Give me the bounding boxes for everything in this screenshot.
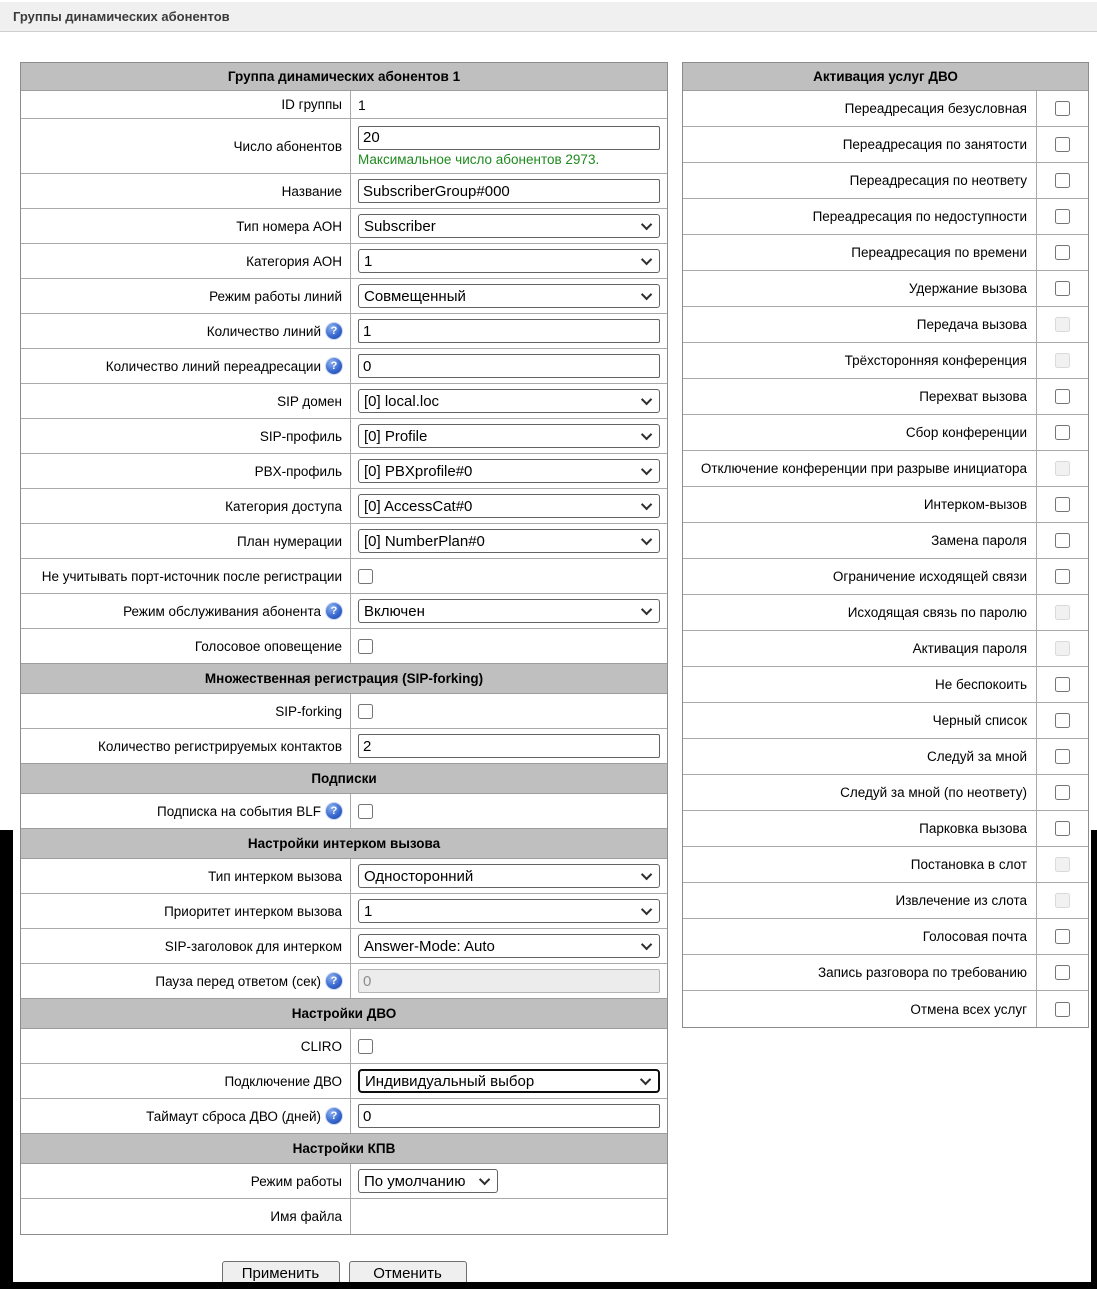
help-icon[interactable]: ?	[326, 358, 342, 374]
row-label-cell	[21, 1199, 351, 1234]
form-row	[21, 244, 667, 279]
vas-label: Отмена всех услуг	[910, 1001, 1027, 1017]
form-row	[21, 209, 667, 244]
row-value-cell	[351, 384, 667, 418]
vas-label: Трёхсторонняя конференция	[844, 353, 1027, 368]
apply-button[interactable]: Применить	[222, 1261, 340, 1286]
vas-checkbox-cell	[1036, 883, 1088, 918]
vas-row	[683, 235, 1088, 271]
vas-checkbox-cell	[1036, 667, 1088, 702]
vas-checkbox-cell	[1036, 595, 1088, 630]
row-label-cell	[21, 1064, 351, 1098]
row-label-cell	[21, 314, 351, 348]
row-value-cell	[351, 209, 667, 243]
vas-checkbox-cell	[1036, 163, 1088, 198]
row-value-cell	[351, 454, 667, 488]
row-label-cell	[21, 174, 351, 208]
chevron-down-icon	[641, 429, 652, 440]
vas-row	[683, 811, 1088, 847]
vas-checkbox-cell	[1036, 199, 1088, 234]
subscriber-group-panel	[20, 62, 668, 1235]
row-label: SIP домен	[277, 393, 342, 409]
vas-row	[683, 847, 1088, 883]
row-label-cell	[21, 384, 351, 418]
vas-label: Интерком-вызов	[923, 497, 1027, 512]
vas-activation-panel-title: Активация услуг ДВО	[683, 63, 1088, 91]
row-value-cell	[351, 964, 667, 998]
checkbox-перехват-вызова[interactable]	[1055, 389, 1070, 404]
row-label-cell	[21, 594, 351, 628]
vas-label: Не беспокоить	[935, 677, 1027, 692]
checkbox-постановка-в-слот	[1055, 857, 1070, 872]
row-label: Категория АОН	[246, 253, 342, 269]
cancel-button[interactable]: Отменить	[349, 1261, 467, 1286]
row-value-cell	[351, 794, 667, 828]
form-row	[21, 279, 667, 314]
checkbox-следуй-за-мной[interactable]	[1055, 749, 1070, 764]
vas-row	[683, 487, 1088, 523]
form-row	[21, 1064, 667, 1099]
row-label: Приоритет интерком вызова	[164, 903, 342, 919]
select-категория-доступа[interactable]	[358, 494, 660, 518]
vas-checkbox-cell	[1036, 415, 1088, 450]
row-label: Количество линий	[206, 323, 321, 339]
checkbox-удержание-вызова[interactable]	[1055, 281, 1070, 296]
row-value-cell	[351, 1164, 667, 1198]
checkbox-черный-список[interactable]	[1055, 713, 1070, 728]
vas-row	[683, 631, 1088, 667]
row-label-cell	[21, 119, 351, 173]
row-label: Тип номера АОН	[236, 218, 342, 234]
select-sip-профиль[interactable]	[358, 424, 660, 448]
select-value: [0] NumberPlan#0	[364, 532, 485, 550]
vas-row	[683, 775, 1088, 811]
row-label-cell	[21, 629, 351, 663]
vas-label: Исходящая связь по паролю	[847, 605, 1027, 620]
row-label: Категория доступа	[225, 498, 342, 514]
vas-checkbox-cell	[1036, 271, 1088, 306]
row-label-cell	[21, 1164, 351, 1198]
form-row	[21, 349, 667, 384]
vas-checkbox-cell	[1036, 523, 1088, 558]
checkbox-отключение-конференции-при-разрыве-иници	[1055, 461, 1070, 476]
row-label-cell	[21, 91, 351, 118]
form-row	[21, 419, 667, 454]
row-value-cell	[351, 694, 667, 728]
row-value-cell	[351, 629, 667, 663]
vas-label: Переадресация по неответу	[849, 173, 1027, 188]
vas-row	[683, 343, 1088, 379]
form-row	[21, 1199, 667, 1234]
form-row	[21, 594, 667, 629]
row-label: Режим работы	[250, 1173, 342, 1189]
checkbox-передача-вызова	[1055, 317, 1070, 332]
vas-row	[683, 451, 1088, 487]
chevron-down-icon	[641, 499, 652, 510]
input-число-абонентов[interactable]	[358, 126, 660, 150]
form-row	[21, 964, 667, 999]
row-label-cell	[21, 894, 351, 928]
checkbox-переадресация-по-времени[interactable]	[1055, 245, 1070, 260]
vas-checkbox-cell	[1036, 343, 1088, 378]
input-пауза-перед-ответом-сек	[358, 969, 660, 993]
vas-checkbox-cell	[1036, 307, 1088, 342]
vas-label: Активация пароля	[912, 641, 1027, 656]
vas-row	[683, 559, 1088, 595]
vas-row	[683, 163, 1088, 199]
vas-label: Постановка в слот	[910, 857, 1027, 872]
row-label: SIP-заголовок для интерком	[164, 938, 342, 954]
row-label: CLIRO	[300, 1038, 342, 1054]
row-value-cell	[351, 559, 667, 593]
row-label-cell	[21, 729, 351, 763]
select-режим-работы[interactable]	[358, 1169, 498, 1193]
row-value-cell	[351, 349, 667, 383]
vas-label: Парковка вызова	[919, 821, 1027, 836]
chevron-down-icon	[641, 394, 652, 405]
field-hint: Максимальное число абонентов 2973.	[358, 151, 600, 167]
chevron-down-icon	[641, 604, 652, 615]
select-value: 1	[364, 252, 373, 270]
row-label: Пауза перед ответом (сек)	[155, 973, 321, 989]
checkbox-следуй-за-мной-по-неответу[interactable]	[1055, 785, 1070, 800]
row-label-cell	[21, 349, 351, 383]
vas-checkbox-cell	[1036, 703, 1088, 738]
vas-label: Переадресация по времени	[851, 245, 1027, 260]
row-label: Подключение ДВО	[224, 1073, 342, 1089]
select-value: По умолчанию	[364, 1172, 466, 1190]
select-sip-домен[interactable]	[358, 389, 660, 413]
row-label-cell	[21, 794, 351, 828]
form-row	[21, 859, 667, 894]
form-row	[21, 314, 667, 349]
form-row	[21, 489, 667, 524]
row-value-cell	[351, 594, 667, 628]
form-row	[21, 1099, 667, 1134]
chevron-down-icon	[641, 254, 652, 265]
checkbox-переадресация-безусловная[interactable]	[1055, 101, 1070, 116]
vas-label: Извлечение из слота	[895, 893, 1027, 908]
row-label-cell	[21, 964, 351, 998]
row-label-cell	[21, 489, 351, 523]
row-label: Количество регистрируемых контактов	[98, 738, 342, 754]
row-value-cell	[351, 244, 667, 278]
select-value: Answer-Mode: Auto	[364, 937, 495, 955]
checkbox-исходящая-связь-по-паролю	[1055, 605, 1070, 620]
input-количество-регистрируемых-контактов[interactable]	[358, 734, 660, 758]
row-label: Число абонентов	[233, 138, 342, 154]
select-value: [0] Profile	[364, 427, 428, 445]
select-pbx-профиль[interactable]	[358, 459, 660, 483]
row-label-cell	[21, 1029, 351, 1063]
vas-label: Голосовая почта	[922, 929, 1027, 944]
form-row	[21, 119, 667, 174]
vas-label: Удержание вызова	[908, 281, 1027, 296]
vas-checkbox-cell	[1036, 811, 1088, 846]
vas-checkbox-cell	[1036, 739, 1088, 774]
chevron-down-icon	[641, 219, 652, 230]
form-row	[21, 1029, 667, 1064]
section-header-множественная-регистрация-sip-forking: Множественная регистрация (SIP-forking)	[21, 663, 667, 694]
page-title: Группы динамических абонентов	[13, 9, 230, 24]
row-label-cell	[21, 279, 351, 313]
section-header-настройки-интерком-вызова: Настройки интерком вызова	[21, 828, 667, 859]
checkbox-ограничение-исходящей-связи[interactable]	[1055, 569, 1070, 584]
checkbox-сбор-конференции[interactable]	[1055, 425, 1070, 440]
vas-row	[683, 991, 1088, 1027]
form-row	[21, 629, 667, 664]
vas-checkbox-cell	[1036, 559, 1088, 594]
row-label-cell	[21, 244, 351, 278]
select-value: [0] AccessCat#0	[364, 497, 473, 515]
chevron-down-icon	[640, 1074, 651, 1085]
checkbox-отмена-всех-услуг[interactable]	[1055, 1002, 1070, 1017]
select-value: [0] local.loc	[364, 392, 440, 410]
select-приоритет-интерком-вызова[interactable]	[358, 899, 660, 923]
form-row	[21, 91, 667, 119]
chevron-down-icon	[641, 869, 652, 880]
row-label-cell	[21, 419, 351, 453]
vas-row	[683, 703, 1088, 739]
vas-row	[683, 739, 1088, 775]
vas-row	[683, 127, 1088, 163]
row-value-cell	[351, 929, 667, 963]
row-label-cell	[21, 209, 351, 243]
row-value-cell	[351, 419, 667, 453]
select-тип-номера-аон[interactable]	[358, 214, 660, 238]
checkbox-извлечение-из-слота	[1055, 893, 1070, 908]
chevron-down-icon	[641, 904, 652, 915]
chevron-down-icon	[641, 464, 652, 475]
vas-checkbox-cell	[1036, 919, 1088, 954]
form-row	[21, 694, 667, 729]
row-label: ID группы	[281, 97, 342, 112]
row-value-cell	[351, 524, 667, 558]
row-value-cell	[351, 489, 667, 523]
checkbox-парковка-вызова[interactable]	[1055, 821, 1070, 836]
row-label-cell	[21, 694, 351, 728]
select-value: [0] PBXprofile#0	[364, 462, 473, 480]
checkbox-интерком-вызов[interactable]	[1055, 497, 1070, 512]
form-row	[21, 794, 667, 829]
row-label: Голосовое оповещение	[194, 638, 342, 654]
select-тип-интерком-вызова[interactable]	[358, 864, 660, 888]
vas-checkbox-cell	[1036, 91, 1088, 126]
vas-label: Передача вызова	[916, 317, 1027, 332]
form-row	[21, 929, 667, 964]
select-sip-заголовок-для-интерком[interactable]	[358, 934, 660, 958]
row-value-cell	[351, 1199, 667, 1234]
form-row	[21, 894, 667, 929]
row-label: Название	[281, 183, 342, 199]
select-value: 1	[364, 902, 373, 920]
checkbox-запись-разговора-по-требованию[interactable]	[1055, 965, 1070, 980]
row-value-text: 1	[358, 96, 366, 113]
checkbox-не-учитывать-порт-источник-после-регистр[interactable]	[358, 569, 373, 584]
vas-label: Переадресация по занятости	[842, 137, 1027, 152]
vas-label: Следуй за мной (по неответу)	[840, 785, 1027, 800]
checkbox-голосовая-почта[interactable]	[1055, 929, 1070, 944]
vas-activation-rows	[683, 91, 1088, 1027]
subscriber-group-panel-title: Группа динамических абонентов 1	[21, 63, 667, 91]
row-label: План нумерации	[237, 533, 342, 549]
select-план-нумерации[interactable]	[358, 529, 660, 553]
checkbox-переадресация-по-занятости[interactable]	[1055, 137, 1070, 152]
row-label: SIP-forking	[275, 703, 342, 719]
checkbox-голосовое-оповещение[interactable]	[358, 639, 373, 654]
select-категория-аон[interactable]	[358, 249, 660, 273]
row-value-cell	[351, 894, 667, 928]
select-value: Индивидуальный выбор	[365, 1072, 535, 1090]
vas-label: Запись разговора по требованию	[817, 965, 1027, 980]
chevron-down-icon	[641, 289, 652, 300]
section-header-настройки-кпв: Настройки КПВ	[21, 1133, 667, 1164]
select-value: Совмещенный	[364, 287, 466, 305]
row-label-cell	[21, 454, 351, 488]
subscriber-group-rows	[21, 91, 667, 1234]
desktop-background-bottom-strip	[0, 1282, 1097, 1289]
form-row	[21, 384, 667, 419]
vas-label: Следуй за мной	[927, 749, 1027, 764]
row-label-cell	[21, 859, 351, 893]
checkbox-подписка-на-события-blf[interactable]	[358, 804, 373, 819]
vas-label: Замена пароля	[931, 533, 1027, 548]
select-режим-работы-линий[interactable]	[358, 284, 660, 308]
row-value-cell	[351, 279, 667, 313]
vas-checkbox-cell	[1036, 991, 1088, 1027]
checkbox-cliro[interactable]	[358, 1039, 373, 1054]
select-value: Subscriber	[364, 217, 436, 235]
vas-row	[683, 379, 1088, 415]
form-row	[21, 559, 667, 594]
help-icon[interactable]: ?	[326, 1108, 342, 1124]
row-value-cell	[351, 729, 667, 763]
section-header-подписки: Подписки	[21, 763, 667, 794]
chevron-down-icon	[641, 939, 652, 950]
vas-row	[683, 415, 1088, 451]
row-label: PBX-профиль	[254, 463, 342, 479]
checkbox-трёхсторонняя-конференция	[1055, 353, 1070, 368]
select-режим-обслуживания-абонента[interactable]	[358, 599, 660, 623]
select-value: Включен	[364, 602, 425, 620]
form-row	[21, 174, 667, 209]
help-icon[interactable]: ?	[326, 973, 342, 989]
section-header-настройки-дво: Настройки ДВО	[21, 998, 667, 1029]
row-label: Таймаут сброса ДВО (дней)	[146, 1108, 321, 1124]
row-value-cell	[351, 119, 667, 173]
vas-label: Ограничение исходящей связи	[832, 569, 1027, 584]
help-icon[interactable]: ?	[326, 803, 342, 819]
vas-checkbox-cell	[1036, 235, 1088, 270]
help-icon[interactable]: ?	[326, 603, 342, 619]
vas-checkbox-cell	[1036, 127, 1088, 162]
vas-checkbox-cell	[1036, 775, 1088, 810]
checkbox-активация-пароля	[1055, 641, 1070, 656]
checkbox-переадресация-по-недоступности[interactable]	[1055, 209, 1070, 224]
vas-label: Сбор конференции	[905, 425, 1027, 440]
checkbox-замена-пароля[interactable]	[1055, 533, 1070, 548]
vas-checkbox-cell	[1036, 379, 1088, 414]
vas-row	[683, 883, 1088, 919]
select-подключение-дво[interactable]	[358, 1069, 660, 1093]
row-value-cell	[351, 91, 667, 118]
vas-activation-panel	[682, 62, 1089, 1028]
checkbox-sip-forking[interactable]	[358, 704, 373, 719]
row-label: Имя файла	[270, 1209, 342, 1224]
input-таймаут-сброса-дво-дней[interactable]	[358, 1104, 660, 1128]
page-header	[0, 2, 1097, 32]
vas-row	[683, 919, 1088, 955]
input-название[interactable]	[358, 179, 660, 203]
vas-checkbox-cell	[1036, 847, 1088, 882]
chevron-down-icon	[641, 534, 652, 545]
vas-row	[683, 523, 1088, 559]
vas-row	[683, 307, 1088, 343]
desktop-background-right-strip	[1091, 830, 1097, 1289]
vas-label: Черный список	[932, 713, 1027, 728]
form-row	[21, 524, 667, 559]
vas-row	[683, 955, 1088, 991]
row-label: SIP-профиль	[259, 428, 342, 444]
row-label-cell	[21, 929, 351, 963]
vas-row	[683, 91, 1088, 127]
vas-checkbox-cell	[1036, 487, 1088, 522]
vas-label: Переадресация по недоступности	[812, 209, 1027, 224]
vas-checkbox-cell	[1036, 631, 1088, 666]
row-value-cell	[351, 174, 667, 208]
row-value-cell	[351, 314, 667, 348]
row-value-cell	[351, 1029, 667, 1063]
input-количество-линий[interactable]	[358, 319, 660, 343]
vas-label: Перехват вызова	[919, 389, 1027, 404]
row-label: Режим обслуживания абонента	[123, 603, 321, 619]
row-label: Подписка на события BLF	[157, 803, 321, 819]
row-label-cell	[21, 1099, 351, 1133]
row-label: Тип интерком вызова	[208, 868, 342, 884]
form-row	[21, 729, 667, 764]
vas-row	[683, 271, 1088, 307]
vas-label: Переадресация безусловная	[844, 101, 1027, 116]
form-row	[21, 454, 667, 489]
desktop-background-left-strip	[0, 830, 13, 1289]
vas-label: Отключение конференции при разрыве инициатора	[700, 461, 1027, 476]
chevron-down-icon	[479, 1174, 490, 1185]
row-label-cell	[21, 524, 351, 558]
vas-row	[683, 199, 1088, 235]
row-value-cell	[351, 1064, 667, 1098]
vas-checkbox-cell	[1036, 955, 1088, 990]
row-value-cell	[351, 1099, 667, 1133]
select-value: Односторонний	[364, 867, 474, 885]
row-label: Режим работы линий	[209, 288, 342, 304]
row-value-cell	[351, 859, 667, 893]
row-label: Не учитывать порт-источник после регистрации	[41, 568, 342, 584]
help-icon[interactable]: ?	[326, 323, 342, 339]
form-row	[21, 1164, 667, 1199]
vas-checkbox-cell	[1036, 451, 1088, 486]
checkbox-переадресация-по-неответу[interactable]	[1055, 173, 1070, 188]
vas-row	[683, 667, 1088, 703]
checkbox-не-беспокоить[interactable]	[1055, 677, 1070, 692]
vas-row	[683, 595, 1088, 631]
input-количество-линий-переадресации[interactable]	[358, 354, 660, 378]
row-label: Количество линий переадресации	[105, 358, 321, 374]
row-label-cell	[21, 559, 351, 593]
